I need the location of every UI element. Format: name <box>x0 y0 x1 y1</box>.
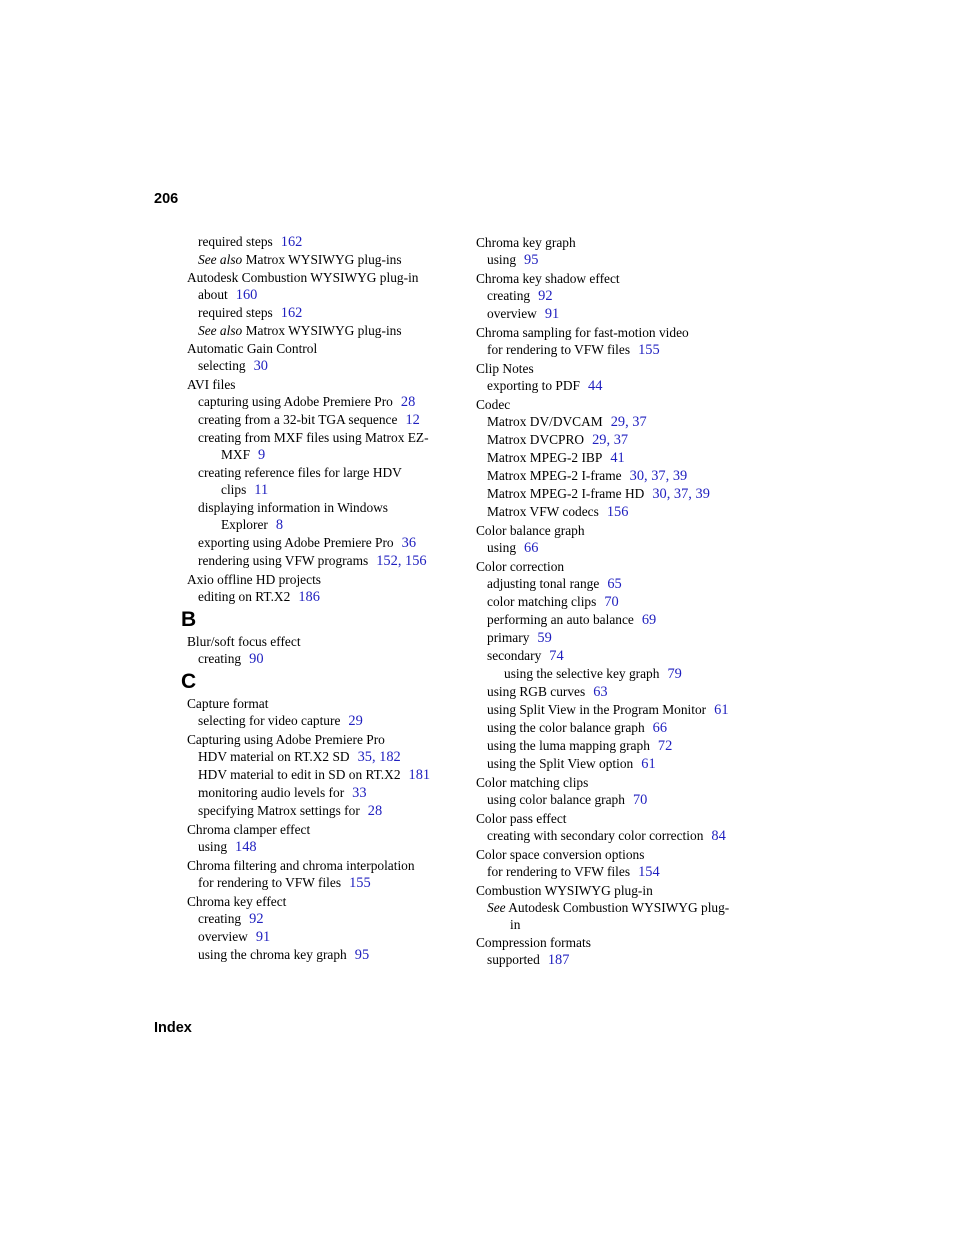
index-term: Clip Notes <box>476 361 534 376</box>
page-reference-link[interactable]: 9 <box>258 447 266 463</box>
page-reference-link[interactable]: 90 <box>249 651 264 667</box>
index-term: using the luma mapping graph <box>487 738 650 753</box>
index-term: exporting using Adobe Premiere Pro <box>198 535 394 550</box>
index-term: Chroma filtering and chroma interpolation <box>187 858 415 873</box>
index-term: Color pass effect <box>476 811 567 826</box>
index-section-letter: C <box>181 670 197 693</box>
index-subentry: Matrox DVCPRO 29, 37 <box>487 432 629 448</box>
page-number: 206 <box>154 191 179 207</box>
index-entry <box>476 270 766 287</box>
index-term: using the selective key graph <box>504 666 660 681</box>
index-term: Combustion WYSIWYG plug-in <box>476 883 653 898</box>
index-subentry <box>476 665 766 683</box>
index-term: Color balance graph <box>476 523 585 538</box>
index-term: Chroma key shadow effect <box>476 271 620 286</box>
index-term: using the Split View option <box>487 756 634 771</box>
index-entry <box>187 633 477 650</box>
index-term: creating reference files for large HDV <box>198 465 402 480</box>
page-reference-link[interactable]: 156 <box>606 504 629 520</box>
page-reference-link[interactable]: 79 <box>667 666 682 682</box>
page-reference-link[interactable]: 65 <box>607 576 622 592</box>
index-subentry <box>187 357 477 375</box>
index-subentry <box>187 286 477 304</box>
index-entry <box>476 810 766 827</box>
index-entry <box>187 821 477 838</box>
page-reference-link[interactable]: 30 <box>253 358 268 374</box>
index-subentry <box>476 863 766 881</box>
index-subentry <box>476 791 766 809</box>
index-term: Codec <box>476 397 511 412</box>
page-reference-link[interactable]: 155 <box>349 875 371 891</box>
page-reference-link[interactable]: 69 <box>641 612 657 628</box>
index-term: using Split View in the Program Monitor <box>487 702 707 717</box>
index-term: selecting <box>198 358 246 373</box>
index-subentry <box>476 899 766 916</box>
page-reference-link[interactable]: 154 <box>638 864 660 880</box>
index-subentry <box>476 916 766 933</box>
index-entry <box>476 934 766 951</box>
index-term: specifying Matrox settings for <box>198 803 360 818</box>
index-subentry <box>476 701 766 719</box>
index-entry <box>187 269 477 286</box>
index-subentry <box>187 304 477 322</box>
page-reference-link[interactable]: 11 <box>254 482 269 498</box>
page-reference-link[interactable]: 182 <box>379 749 401 765</box>
index-subentry <box>187 481 477 499</box>
index-term: Matrox WYSIWYG plug-ins <box>242 323 402 338</box>
index-term: Color matching clips <box>476 775 589 790</box>
index-subentry: Matrox MPEG-2 I-frame HD 30, 37, 39 <box>487 486 710 502</box>
page-reference-link[interactable]: 66 <box>524 540 539 556</box>
index-subentry <box>476 503 766 521</box>
index-subentry <box>476 611 766 629</box>
index-entry <box>476 882 766 899</box>
index-term: monitoring audio levels for <box>198 785 345 800</box>
index-section-letter: B <box>181 608 197 631</box>
index-term: using the chroma key graph <box>198 947 347 962</box>
index-subentry <box>476 377 766 395</box>
index-entry <box>476 234 766 251</box>
index-column-left <box>181 233 477 964</box>
see-also-label: See also <box>198 323 243 338</box>
index-entry <box>476 558 766 575</box>
index-term: for rendering to VFW files <box>487 864 631 879</box>
index-subentry <box>476 593 766 611</box>
index-term: displaying information in Windows <box>198 500 389 515</box>
page-reference-link[interactable]: 37 <box>673 486 689 502</box>
index-subentry <box>187 393 477 411</box>
footer-section-label: Index <box>154 1020 192 1036</box>
page-reference-link[interactable]: 33 <box>352 785 367 801</box>
index-term: creating <box>487 288 531 303</box>
index-subentry <box>187 712 477 730</box>
index-term: color matching clips <box>487 594 597 609</box>
index-column-right <box>476 233 766 969</box>
index-term: AVI files <box>187 377 236 392</box>
index-subentry: Matrox MPEG-2 I-frame 30, 37, 39 <box>487 468 688 484</box>
page-reference-link[interactable]: 29 <box>610 414 626 430</box>
index-subentry <box>476 341 766 359</box>
page-reference-link[interactable]: 61 <box>641 756 656 772</box>
index-term: Chroma clamper effect <box>187 822 311 837</box>
index-subentry <box>476 755 766 773</box>
see-also-label: See <box>487 900 506 915</box>
index-term: creating from a 32-bit TGA sequence <box>198 412 398 427</box>
index-subentry <box>476 575 766 593</box>
index-subentry <box>187 928 477 946</box>
page-reference-link[interactable]: 28 <box>400 394 416 410</box>
index-entry <box>187 857 477 874</box>
page-reference-link[interactable]: 8 <box>275 517 284 533</box>
page-reference-link[interactable]: 61 <box>714 702 729 718</box>
index-term: Capture format <box>187 696 269 711</box>
index-subentry <box>476 951 766 969</box>
page-reference-link[interactable]: 152 <box>376 553 398 569</box>
page-reference-link[interactable]: 59 <box>537 630 552 646</box>
page-reference-link[interactable]: 162 <box>280 305 303 321</box>
index-term: Chroma sampling for fast-motion video <box>476 325 689 340</box>
page-reference-link[interactable]: 63 <box>593 684 608 700</box>
page-reference-link[interactable]: 148 <box>235 839 257 855</box>
index-subentry <box>476 539 766 557</box>
index-term: Color space conversion options <box>476 847 645 862</box>
index-term: Matrox DV/DVCAM <box>487 414 603 429</box>
page-reference-link[interactable]: 95 <box>354 947 370 963</box>
index-subentry <box>187 411 477 429</box>
index-term: Capturing using Adobe Premiere Pro <box>187 732 385 747</box>
index-entry <box>187 893 477 910</box>
index-term: required steps <box>198 234 273 249</box>
index-subentry <box>187 516 477 534</box>
page-reference-link[interactable]: 91 <box>255 929 271 945</box>
index-term: overview <box>487 306 537 321</box>
page-reference-link[interactable]: 186 <box>298 589 320 605</box>
index-term: using the color balance graph <box>487 720 645 735</box>
page-reference-link[interactable]: 155 <box>638 342 660 358</box>
page-reference-link[interactable]: 35 <box>357 749 372 765</box>
index-entry <box>187 571 477 588</box>
index-entry <box>187 340 477 357</box>
page-reference-link[interactable]: 84 <box>711 828 726 844</box>
page-reference-link[interactable]: 39 <box>672 468 688 484</box>
index-entry <box>476 396 766 413</box>
index-term: creating from MXF files using Matrox EZ- <box>198 430 429 445</box>
index-term: editing on RT.X2 <box>198 589 291 604</box>
page-reference-link[interactable]: 29 <box>592 432 607 448</box>
page-reference-link[interactable]: 70 <box>632 792 648 808</box>
page-reference-link[interactable]: 37 <box>651 468 666 484</box>
page-reference-link[interactable]: 30 <box>652 486 667 502</box>
index-term: Matrox VFW codecs <box>487 504 599 519</box>
index-subentry <box>187 233 477 251</box>
index-term: adjusting tonal range <box>487 576 600 591</box>
page-reference-link[interactable]: 92 <box>249 911 264 927</box>
index-subentry <box>476 287 766 305</box>
index-subentry <box>476 719 766 737</box>
page-reference-link[interactable]: 12 <box>405 412 420 428</box>
index-term: Axio offline HD projects <box>187 572 322 587</box>
index-subentry <box>187 650 477 668</box>
index-term: exporting to PDF <box>487 378 580 393</box>
index-subentry <box>187 446 477 464</box>
index-term: Explorer <box>221 517 268 532</box>
index-subentry <box>187 838 477 856</box>
index-term: creating with secondary color correction <box>487 828 704 843</box>
index-entry <box>476 774 766 791</box>
index-subentry <box>476 251 766 269</box>
page-reference-link[interactable]: 95 <box>524 252 539 268</box>
index-subentry <box>476 737 766 755</box>
index-term: performing an auto balance <box>487 612 634 627</box>
index-subentry <box>187 499 477 516</box>
page-reference-link[interactable]: 30 <box>629 468 645 484</box>
index-term: in <box>510 917 521 932</box>
index-subentry <box>187 251 477 268</box>
index-term: Chroma key effect <box>187 894 287 909</box>
index-term: HDV material to edit in SD on RT.X2 <box>198 767 401 782</box>
index-entry <box>187 695 477 712</box>
index-subentry: HDV material on RT.X2 SD 35, 182 <box>198 749 401 765</box>
index-entry <box>476 360 766 377</box>
index-term: Color correction <box>476 559 565 574</box>
index-entry <box>476 846 766 863</box>
see-also-label: See also <box>198 252 243 267</box>
page-reference-link[interactable]: 74 <box>549 648 564 664</box>
index-subentry <box>476 647 766 665</box>
page-reference-link[interactable]: 187 <box>547 952 570 968</box>
page-reference-link[interactable]: 39 <box>695 486 710 502</box>
index-subentry <box>476 683 766 701</box>
index-term: Autodesk Combustion WYSIWYG plug- <box>505 900 730 915</box>
index-term: Chroma key graph <box>476 235 576 250</box>
page-reference-link[interactable]: 41 <box>610 450 625 466</box>
index-subentry: Matrox DV/DVCAM 29, 37 <box>487 414 647 430</box>
page-reference-link[interactable]: 92 <box>538 288 553 304</box>
index-term: Matrox WYSIWYG plug-ins <box>242 252 402 267</box>
index-subentry <box>187 766 477 784</box>
index-term: about <box>198 287 228 302</box>
index-term: using color balance graph <box>487 792 625 807</box>
index-subentry <box>187 464 477 481</box>
page-reference-link[interactable]: 162 <box>280 234 303 250</box>
page-reference-link[interactable]: 72 <box>657 738 673 754</box>
page-reference-link[interactable]: 36 <box>401 535 417 551</box>
page-reference-link[interactable]: 160 <box>235 287 258 303</box>
index-term: overview <box>198 929 248 944</box>
index-subentry <box>187 946 477 964</box>
index-term: using <box>198 839 228 854</box>
index-term: Matrox DVCPRO <box>487 432 585 447</box>
index-subentry <box>187 910 477 928</box>
index-subentry <box>187 534 477 552</box>
index-term: Blur/soft focus effect <box>187 634 301 649</box>
index-term: clips <box>221 482 247 497</box>
index-term: required steps <box>198 305 273 320</box>
index-term: using <box>487 252 517 267</box>
index-subentry <box>187 429 477 446</box>
index-subentry <box>187 322 477 339</box>
page-reference-link[interactable]: 70 <box>604 594 619 610</box>
index-entry <box>187 731 477 748</box>
index-term: HDV material on RT.X2 SD <box>198 749 350 764</box>
page-reference-link[interactable]: 28 <box>367 803 383 819</box>
index-subentry <box>476 629 766 647</box>
page-reference-link[interactable]: 29 <box>348 713 363 729</box>
page-reference-link[interactable]: 156 <box>405 553 427 569</box>
index-term: selecting for video capture <box>198 713 341 728</box>
index-term: creating <box>198 651 242 666</box>
index-entry <box>476 522 766 539</box>
index-term: supported <box>487 952 540 967</box>
index-term: using RGB curves <box>487 684 586 699</box>
index-subentry <box>476 827 766 845</box>
index-term: Matrox MPEG-2 I-frame HD <box>487 486 645 501</box>
index-term: secondary <box>487 648 542 663</box>
index-term: MXF <box>221 447 251 462</box>
page-reference-link[interactable]: 66 <box>652 720 668 736</box>
index-term: Matrox MPEG-2 I-frame <box>487 468 622 483</box>
index-subentry <box>476 449 766 467</box>
index-term: Automatic Gain Control <box>187 341 318 356</box>
index-term: for rendering to VFW files <box>198 875 342 890</box>
index-term: Autodesk Combustion WYSIWYG plug-in <box>187 270 419 285</box>
index-term: creating <box>198 911 242 926</box>
page-reference-link[interactable]: 181 <box>408 767 431 783</box>
index-subentry <box>187 874 477 892</box>
page-reference-link[interactable]: 44 <box>588 378 603 394</box>
index-term: capturing using Adobe Premiere Pro <box>198 394 393 409</box>
index-subentry: rendering using VFW programs 152, 156 <box>198 553 427 569</box>
index-term: using <box>487 540 517 555</box>
index-entry <box>187 376 477 393</box>
index-term: primary <box>487 630 530 645</box>
index-term: Matrox MPEG-2 IBP <box>487 450 603 465</box>
page-reference-link[interactable]: 37 <box>613 432 629 448</box>
index-subentry <box>187 588 477 606</box>
index-term: rendering using VFW programs <box>198 553 369 568</box>
index-entry <box>476 324 766 341</box>
page-reference-link[interactable]: 37 <box>632 414 647 430</box>
index-subentry <box>476 305 766 323</box>
index-subentry <box>187 802 477 820</box>
index-term: for rendering to VFW files <box>487 342 631 357</box>
page-reference-link[interactable]: 91 <box>544 306 560 322</box>
index-term: Compression formats <box>476 935 591 950</box>
index-subentry <box>187 784 477 802</box>
